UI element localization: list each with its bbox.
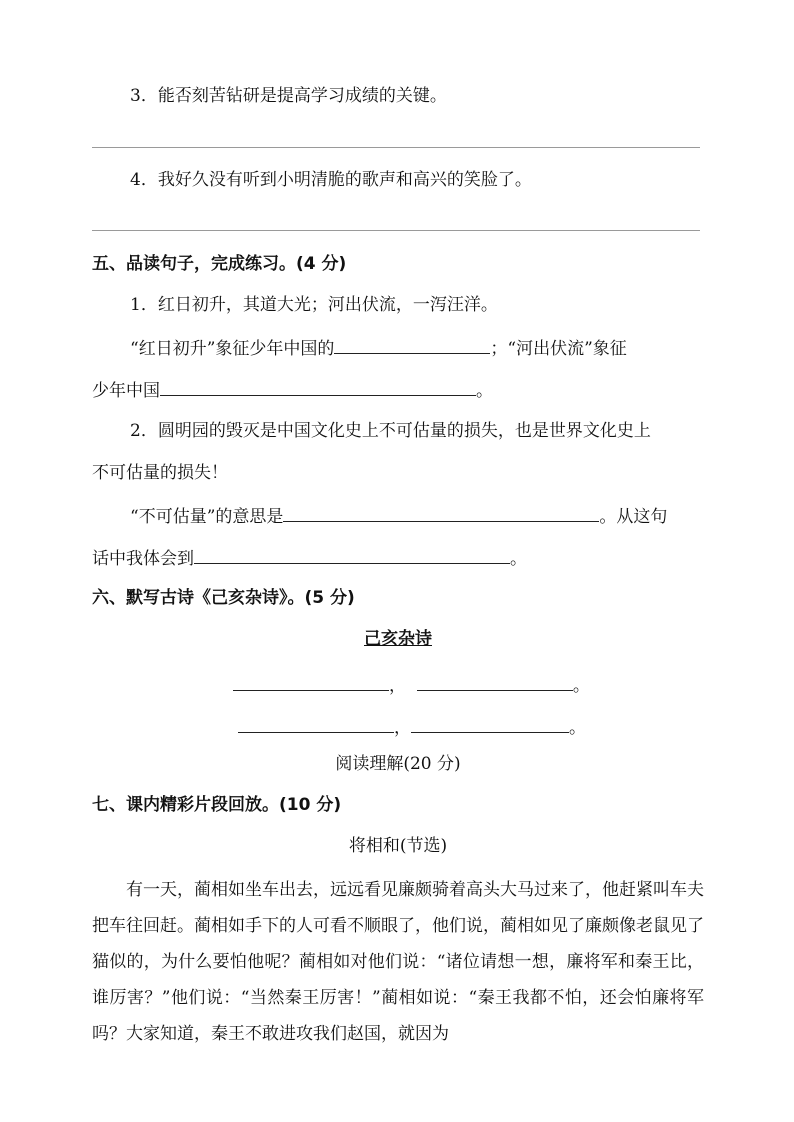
sentence-5-2a: 2．圆明园的毁灭是中国文化史上不可估量的损失，也是世界文化史上 <box>130 421 651 441</box>
passage-title: 将相和(节选) <box>348 836 448 856</box>
fill-5-2c <box>130 505 742 527</box>
blank <box>417 674 573 691</box>
blank <box>194 547 510 564</box>
blank <box>160 379 476 396</box>
blank <box>233 674 389 691</box>
text: 少年中国 <box>92 381 160 401</box>
passage-text: 有一天，蔺相如坐车出去，远远看见廉颇骑着高头大马过来了，他赶紧叫车夫把车往回赶。蔺相如手下的人可看不顺眼了，他们说，蔺相如见了廉颇像老鼠见了猫似的，为什么要怕他呢？蔺相如对他们说：“诸位请想一想，廉将军和秦王比，谁厉害？”他们说：“当然秦王厉害！”蔺相如说：“秦王我都不怕，还会怕廉将军吗？大家知道，秦王不敢进攻我们赵国，就因为 <box>92 880 704 1044</box>
text: 。 <box>476 381 493 401</box>
text: ， <box>389 676 406 696</box>
poem-title <box>92 629 704 649</box>
text: “红日初升”象征少年中国的 <box>130 339 335 359</box>
sentence-5-2b: 不可估量的损失！ <box>92 463 228 483</box>
poem-line-2 <box>238 716 638 738</box>
fill-5-1b <box>92 379 704 401</box>
answer-line <box>92 230 700 231</box>
poem-line-1 <box>233 674 633 696</box>
blank <box>238 716 394 733</box>
text: 。 <box>572 676 590 696</box>
poem-title-text: 己亥杂诗 <box>364 629 432 649</box>
text: “不可估量”的意思是 <box>130 507 284 527</box>
fill-5-1a <box>130 337 742 359</box>
question-3: 3．能否刻苦钻研是提高学习成绩的关键。 <box>130 86 447 106</box>
section-5-title: 五、品读句子，完成练习。(4 分) <box>92 254 347 274</box>
blank <box>283 505 599 522</box>
blank <box>411 716 569 733</box>
text: ， <box>394 718 411 738</box>
sentence-5-1: 1．红日初升，其道大光；河出伏流，一泻汪洋。 <box>130 295 498 315</box>
text: 。从这句 <box>599 507 668 527</box>
fill-5-2d <box>92 547 704 569</box>
section-6-title: 六、默写古诗《己亥杂诗》。(5 分) <box>92 588 355 608</box>
text: 。 <box>569 718 586 738</box>
section-7-title: 七、课内精彩片段回放。(10 分) <box>92 795 342 815</box>
text: 。 <box>510 549 527 569</box>
answer-line <box>92 147 700 148</box>
question-4: 4．我好久没有听到小明清脆的歌声和高兴的笑脸了。 <box>130 170 532 190</box>
text: ；“河出伏流”象征 <box>490 339 627 359</box>
reading-section-title: 阅读理解(20 分) <box>335 754 461 774</box>
text: 话中我体会到 <box>92 549 194 569</box>
blank <box>334 337 490 354</box>
